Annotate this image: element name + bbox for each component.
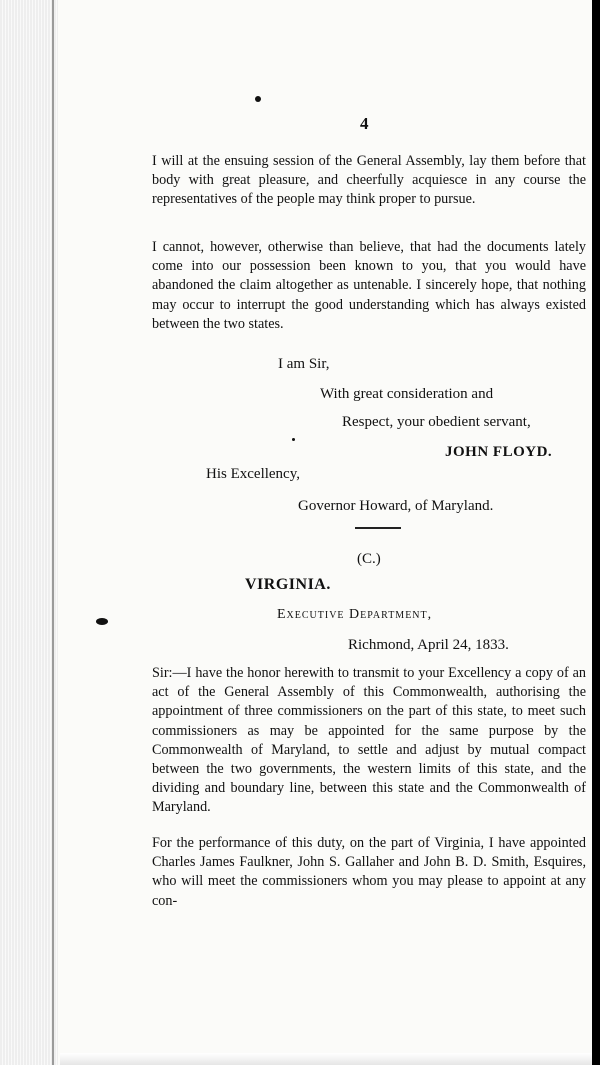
- letter-paragraph-2: For the performance of this duty, on the part of Virginia, I have appointed Charles James Faulkner, John S. Gallaher and John B. D. Smith, Esquires, who will meet the commissioners whom you may please to appoint at any con-: [152, 835, 586, 909]
- section-divider: [355, 527, 401, 529]
- addressee-line-2: Governor Howard, of Maryland.: [298, 498, 494, 514]
- closing-line-2: Respect, your obedient servant,: [342, 414, 531, 430]
- paragraph-2: I cannot, however, otherwise than believe, that had the documents lately come into our possession been known to you, that you would have abandoned the claim altogether as untenable. I sincerely hope, that nothing may occur to interrupt the good understanding which has always existed between the two states.: [152, 239, 586, 332]
- book-binding-edge: [0, 0, 58, 1065]
- closing-line-1: With great consideration and: [320, 386, 494, 402]
- page-number: 4: [360, 114, 369, 133]
- ink-speck: [292, 438, 295, 441]
- place-date: Richmond, April 24, 1833.: [348, 637, 509, 653]
- letter-paragraph-1: Sir:—I have the honor herewith to transmit to your Excellency a copy of an act of the General Assembly of this Commonwealth, authorising the appointment of three commissioners on the part of this state, to meet such commissioners as may be appointed for the same purpose by the Commonwealth of Maryland, to settle and adjust by mutual compact between the two governments, the western limits of this state, and the dividing and boundary line, between this state and the Commonwealth of Maryland.: [152, 665, 586, 816]
- closing-salutation: I am Sir,: [278, 356, 330, 372]
- ink-speck: [255, 96, 261, 102]
- scan-dark-edge: [592, 0, 600, 1065]
- signature: JOHN FLOYD.: [445, 444, 553, 460]
- page-bottom-shadow: [60, 1053, 592, 1065]
- addressee-line-1: His Excellency,: [206, 466, 300, 482]
- paragraph-1: I will at the ensuing session of the General Assembly, lay them before that body with great pleasure, and cheerfully acquiesce in any course the representatives of the people may think proper to pursue.: [152, 153, 586, 208]
- state-heading: VIRGINIA.: [245, 576, 331, 593]
- section-label: (C.): [357, 551, 381, 567]
- department-heading: Executive Department,: [277, 607, 433, 622]
- ink-speck: [96, 618, 108, 625]
